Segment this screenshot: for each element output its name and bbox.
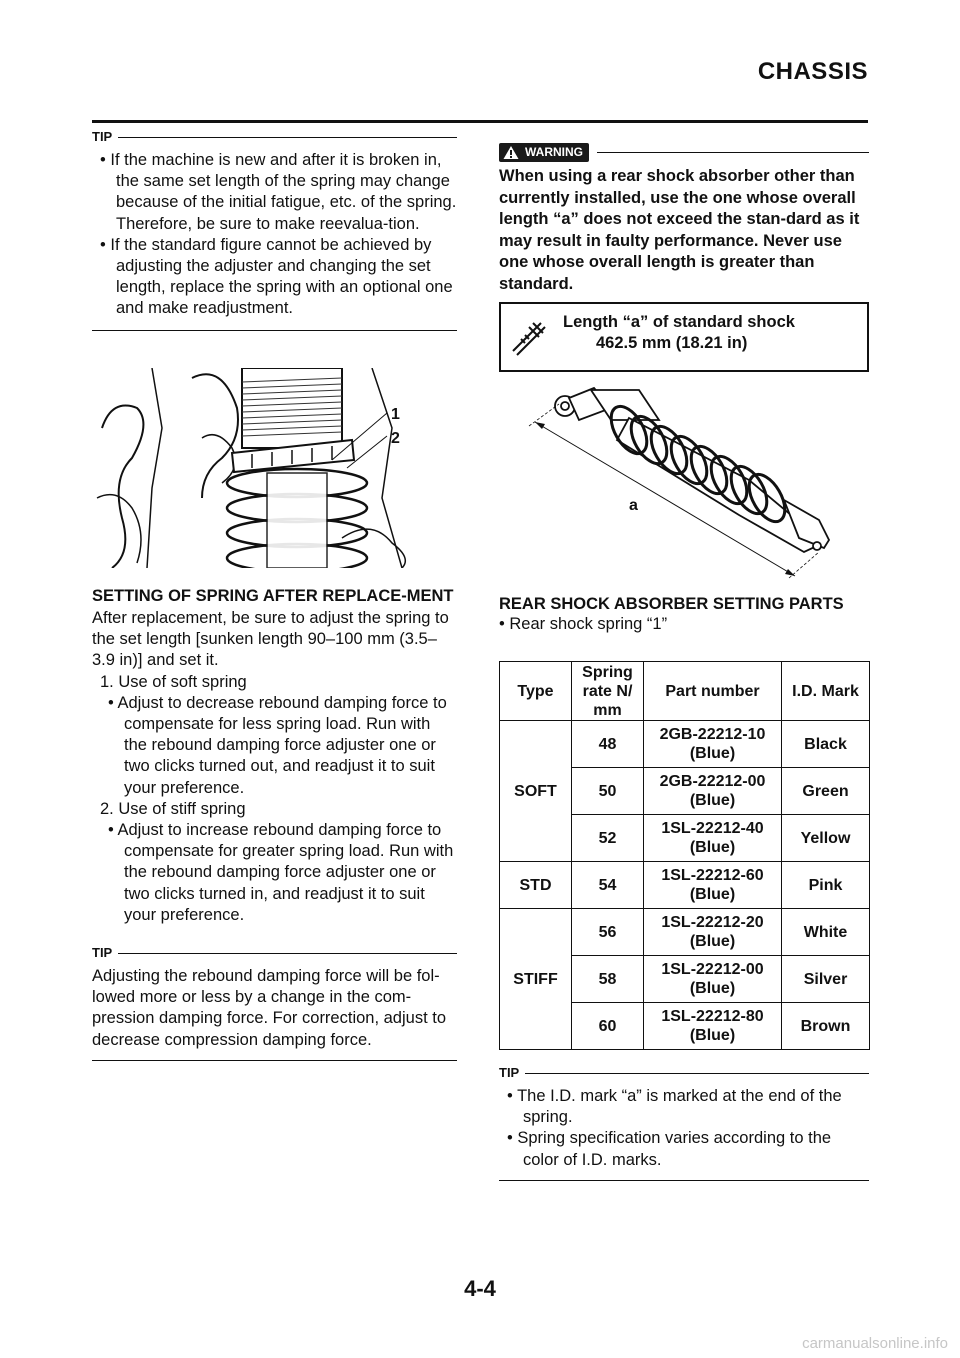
tip-rule [118, 953, 457, 954]
tip-box-1 [92, 128, 457, 331]
table-header: Spring rate N/ mm [572, 662, 644, 721]
spring-photo-illustration [92, 368, 457, 568]
callout-1: 1 [391, 406, 400, 423]
tip-text: Adjusting the rebound damping force will be fol-lowed more or less by a change in the com-pression damping force. For correction, adjust to decrease compression damping force. [92, 967, 447, 1049]
list-item-2: 2. Use of stiff spring [100, 799, 246, 818]
table-cell-part: 2GB-22212-00 (Blue) [644, 768, 782, 815]
list-item-2-bullet: • Adjust to increase rebound damping force to compensate for greater spring load. Run with the rebound damping force adjuster one or two clicks turned in, and readjust it to suit your preference. [108, 821, 454, 924]
table-header: I.D. Mark [782, 662, 870, 721]
table-cell-rate: 48 [572, 721, 644, 768]
table-cell-mark: Black [782, 721, 870, 768]
caliper-icon [507, 317, 547, 357]
section-heading: REAR SHOCK ABSORBER SETTING PARTS [499, 595, 844, 613]
callout-2: 2 [391, 430, 400, 447]
table-cell-part: 1SL-22212-00 (Blue) [644, 956, 782, 1003]
section-bullet: • Rear shock spring “1” [499, 615, 668, 633]
tip-header [92, 944, 457, 960]
shock-diagram [499, 380, 869, 580]
table-cell-rate: 52 [572, 815, 644, 862]
warning-box [499, 140, 869, 304]
tip-end-rule [499, 1180, 869, 1181]
tip-header [92, 128, 457, 144]
tip-bullet: • If the standard figure cannot be achieved by adjusting the adjuster and changing the set length, replace the spring with an optional one and make readjustment. [100, 235, 453, 318]
tip-box-2 [92, 944, 457, 1061]
warning-triangle-icon [503, 145, 519, 160]
tip-header [499, 1064, 869, 1080]
tip-bullet: • If the machine is new and after it is broken in, the same set length of the spring may change because of the initial fatigue, etc. of the spring. Therefore, be sure to make reevalua-tion. [100, 151, 457, 233]
list-item-1: 1. Use of soft spring [100, 672, 247, 691]
spring-table [499, 661, 870, 1050]
tip-bullet: • Spring specification varies according to the color of I.D. marks. [507, 1129, 832, 1169]
spec-text [553, 304, 795, 370]
spec-icon [501, 304, 553, 370]
table-cell-mark: White [782, 909, 870, 956]
section-heading: SETTING OF SPRING AFTER REPLACE-MENT [92, 587, 454, 605]
warning-label: WARNING [525, 145, 583, 159]
warning-text: When using a rear shock absorber other than currently installed, use the one whose overall length “a” does not exceed the stan-dard as it may result in faulty performance. Never use one whose overall length is greater than standard. [499, 167, 860, 293]
table-cell-rate: 58 [572, 956, 644, 1003]
shock-absorber-illustration [499, 380, 869, 580]
section-intro: After replacement, be sure to adjust the spring to the set length [sunken length 90–100 mm (3.5–3.9 in)] and set it. [92, 609, 449, 670]
warning-rule [597, 152, 869, 153]
spec-box [499, 302, 869, 372]
spec-line-1: Length “a” of standard shock [563, 313, 795, 331]
table-cell-type: SOFT [500, 721, 572, 862]
tip-box-3 [499, 1064, 869, 1181]
spring-setting-section [92, 586, 457, 926]
table-cell-mark: Pink [782, 862, 870, 909]
tip-label: TIP [92, 128, 113, 144]
page-number: 4-4 [464, 1276, 496, 1301]
table-cell-rate: 56 [572, 909, 644, 956]
table-cell-part: 1SL-22212-80 (Blue) [644, 1003, 782, 1050]
spring-parts-table [499, 661, 870, 1050]
table-header: Type [500, 662, 572, 721]
header-rule [92, 120, 868, 123]
warning-badge [499, 143, 589, 162]
watermark: carmanualsonline.info [802, 1335, 948, 1352]
tip-bullet: • The I.D. mark “a” is marked at the end of the spring. [507, 1087, 842, 1127]
page-title: CHASSIS [757, 58, 868, 85]
table-cell-mark: Green [782, 768, 870, 815]
tip-label: TIP [92, 944, 113, 960]
table-cell-part: 1SL-22212-60 (Blue) [644, 862, 782, 909]
table-cell-rate: 50 [572, 768, 644, 815]
table-cell-mark: Yellow [782, 815, 870, 862]
list-item-1-bullet: • Adjust to decrease rebound damping force to compensate for less spring load. Run with the rebound damping force adjuster one or two clicks turned out, and readjust it to suit your preference. [108, 693, 447, 797]
table-cell-rate: 60 [572, 1003, 644, 1050]
table-cell-part: 2GB-22212-10 (Blue) [644, 721, 782, 768]
table-cell-type: STD [500, 862, 572, 909]
table-cell-part: 1SL-22212-20 (Blue) [644, 909, 782, 956]
tip-label: TIP [499, 1064, 520, 1080]
table-header: Part number [644, 662, 782, 721]
table-cell-type: STIFF [500, 909, 572, 1050]
table-cell-mark: Silver [782, 956, 870, 1003]
rear-shock-section [499, 594, 869, 635]
table-cell-rate: 54 [572, 862, 644, 909]
warning-header [499, 140, 869, 164]
dimension-label-a: a [629, 497, 638, 514]
tip-end-rule [92, 1060, 457, 1061]
table-cell-mark: Brown [782, 1003, 870, 1050]
tip-rule [118, 137, 457, 138]
spring-photo [92, 368, 457, 568]
spec-line-2: 462.5 mm (18.21 in) [596, 334, 748, 352]
table-cell-part: 1SL-22212-40 (Blue) [644, 815, 782, 862]
tip-rule [525, 1073, 869, 1074]
tip-end-rule [92, 330, 457, 331]
